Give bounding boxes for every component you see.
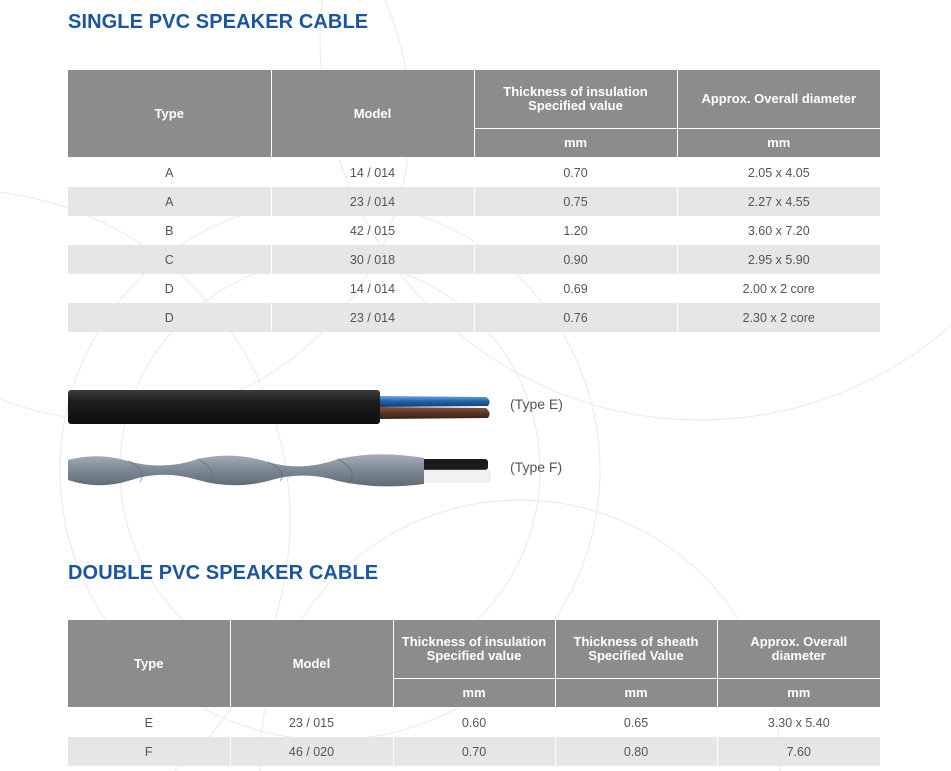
cell-diameter: 3.60 x 7.20 xyxy=(747,223,810,238)
header-sheath: Thickness of sheath Specified Value xyxy=(555,620,717,679)
cell-thickness: 0.90 xyxy=(474,245,677,274)
table-row xyxy=(68,708,880,738)
cell-thickness: 0.69 xyxy=(474,274,677,303)
cell-diameter: 2.00 x 2 core xyxy=(742,281,815,296)
cell-model: 23 / 015 xyxy=(230,708,393,738)
cell-sheath: 0.65 xyxy=(555,708,717,738)
cell-model: 23 / 014 xyxy=(271,187,474,216)
cell-diameter: 2.30 x 2 core xyxy=(677,303,880,332)
double-section-title: DOUBLE PVC SPEAKER CABLE xyxy=(68,562,379,584)
header-diameter: Approx. Overall diameter xyxy=(717,620,880,679)
cell-diameter: 3.30 x 5.40 xyxy=(767,715,830,730)
cell-type: C xyxy=(68,245,271,274)
cell-model: 42 / 015 xyxy=(271,216,474,245)
cell-model: 30 / 018 xyxy=(271,245,474,274)
cell-diameter: 2.27 x 4.55 xyxy=(677,187,880,216)
unit-sheath: mm xyxy=(555,679,717,708)
cell-diameter: 2.95 x 5.90 xyxy=(677,245,880,274)
cell-type: A xyxy=(68,187,271,216)
cell-thickness: 1.20 xyxy=(474,216,677,245)
double-cable-table xyxy=(68,620,880,766)
cell-insulation: 0.60 xyxy=(393,708,555,738)
cell-thickness: 0.76 xyxy=(474,303,677,332)
cell-type: D xyxy=(68,303,271,332)
unit-diameter: mm xyxy=(717,679,880,708)
unit-insulation: mm xyxy=(393,679,555,708)
type-e-cable-image xyxy=(68,388,493,428)
cell-thickness: 0.75 xyxy=(474,187,677,216)
table-row xyxy=(68,158,880,188)
single-cable-table xyxy=(68,70,880,332)
header-diameter: Approx. Overall diameter xyxy=(677,70,880,129)
single-section-title: SINGLE PVC SPEAKER CABLE xyxy=(68,11,369,33)
cell-insulation: 0.70 xyxy=(393,737,555,766)
cell-model: 23 / 014 xyxy=(271,303,474,332)
header-insulation: Thickness of insulation Specified value xyxy=(393,620,555,679)
table-row xyxy=(68,245,880,274)
cell-type: A xyxy=(68,158,271,188)
cell-diameter: 7.60 xyxy=(717,737,880,766)
cell-type: B xyxy=(68,216,271,245)
table-row xyxy=(68,187,880,216)
header-model: Model xyxy=(230,620,393,708)
header-type: Type xyxy=(68,70,271,158)
table-row xyxy=(68,274,880,303)
type-f-cable-image xyxy=(68,450,493,490)
type-e-label: (Type E) xyxy=(510,396,563,412)
cell-model: 14 / 014 xyxy=(271,158,474,188)
table-row xyxy=(68,303,880,332)
cell-sheath: 0.80 xyxy=(555,737,717,766)
cell-model: 14 / 014 xyxy=(271,274,474,303)
unit-diameter: mm xyxy=(677,129,880,158)
cell-type: F xyxy=(68,737,230,766)
cell-thickness: 0.70 xyxy=(474,158,677,188)
cell-model: 46 / 020 xyxy=(230,737,393,766)
cell-type: D xyxy=(68,274,271,303)
type-f-label: (Type F) xyxy=(510,459,563,475)
cell-type: E xyxy=(68,708,230,738)
header-thickness: Thickness of insulation Specified value xyxy=(474,70,677,129)
unit-thickness: mm xyxy=(474,129,677,158)
header-type: Type xyxy=(68,620,230,708)
cell-diameter: 2.05 x 4.05 xyxy=(747,165,810,180)
table-row xyxy=(68,737,880,766)
table-row xyxy=(68,216,880,245)
header-model: Model xyxy=(271,70,474,158)
